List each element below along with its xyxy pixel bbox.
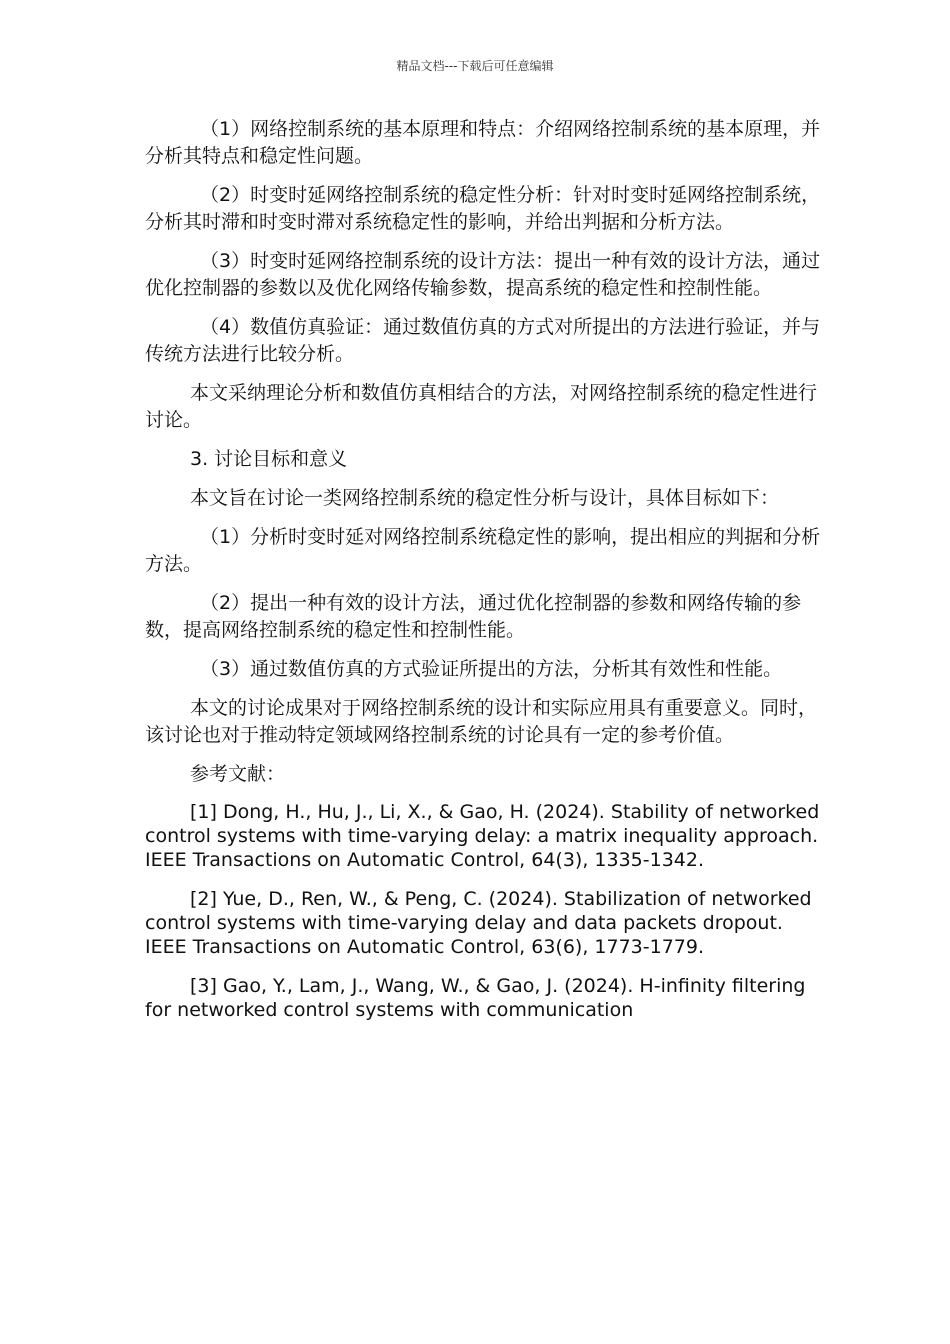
list-item: （2）时变时延网络控制系统的稳定性分析：针对时变时延网络控制系统，分析其时滞和时变时滞对系统稳定性的影响，并给出判据和分析方法。: [145, 184, 821, 233]
body-paragraph: 本文采纳理论分析和数值仿真相结合的方法，对网络控制系统的稳定性进行讨论。: [145, 382, 818, 431]
list-item: （1）网络控制系统的基本原理和特点：介绍网络控制系统的基本原理，并分析其特点和稳定性问题。: [145, 118, 821, 167]
section-heading: 3. 讨论目标和意义: [190, 448, 348, 470]
document-body: [145, 116, 825, 1037]
list-item: （2）提出一种有效的设计方法，通过优化控制器的参数和网络传输的参数，提高网络控制系统的稳定性和控制性能。: [145, 592, 802, 641]
reference-entry: [3] Gao, Y., Lam, J., Wang, W., & Gao, J. (2024). H-infinity filtering for networked control systems with communication: [145, 975, 806, 1021]
list-item: （1）分析时变时延对网络控制系统稳定性的影响，提出相应的判据和分析方法。: [145, 526, 821, 575]
reference-entry: [2] Yue, D., Ren, W., & Peng, C. (2024). Stabilization of networked control systems with time-varying delay and data packets dropout. IEEE Transactions on Automatic Control, 63(6), 1773-1779.: [145, 888, 812, 958]
body-paragraph: 本文的讨论成果对于网络控制系统的设计和实际应用具有重要意义。同时，该讨论也对于推动特定领域网络控制系统的讨论具有一定的参考价值。: [145, 697, 818, 746]
body-paragraph: 本文旨在讨论一类网络控制系统的稳定性分析与设计，具体目标如下：: [190, 487, 780, 509]
list-item: （3）通过数值仿真的方式验证所提出的方法，分析其有效性和性能。: [200, 658, 783, 680]
list-item: （3）时变时延网络控制系统的设计方法：提出一种有效的设计方法，通过优化控制器的参数以及优化网络传输参数，提高系统的稳定性和控制性能。: [145, 250, 821, 299]
reference-entry: [1] Dong, H., Hu, J., Li, X., & Gao, H. (2024). Stability of networked control systems with time-varying delay: a matrix inequality approach. IEEE Transactions on Automatic Control, 64(3), 1335-1342.: [145, 801, 820, 871]
references-heading: 参考文献：: [190, 763, 286, 785]
page-header-watermark: 精品文档---下载后可任意编辑: [396, 59, 554, 73]
list-item: （4）数值仿真验证：通过数值仿真的方式对所提出的方法进行验证，并与传统方法进行比较分析。: [145, 316, 821, 365]
